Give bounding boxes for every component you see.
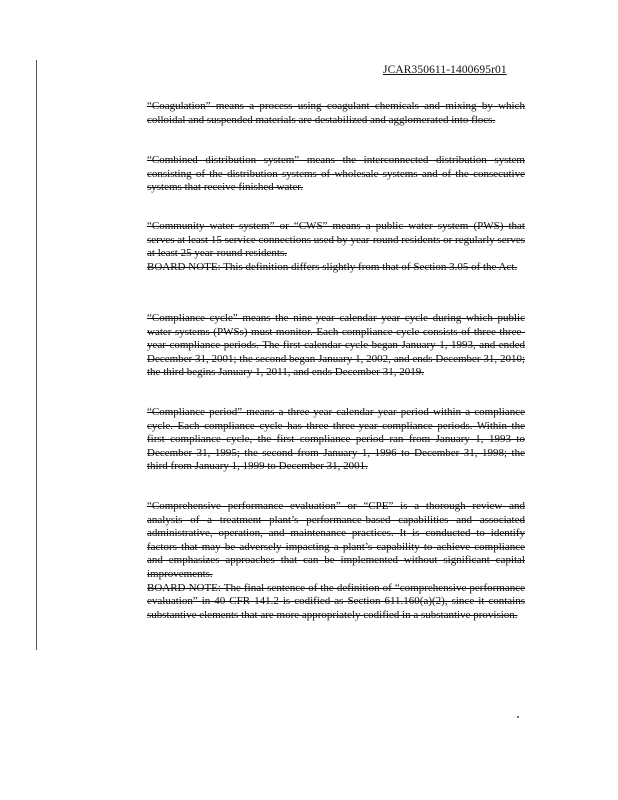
board-note [147,261,525,275]
definition-community-water-system [147,220,525,274]
definition-compliance-period [147,406,525,474]
definition-text: “Comprehensive performance evaluation” or “CPE” is a thorough review and analysis of a treatment plant’s performance-based capabilities and associated administrative, operation, and maintenance practices. It is conducted to identify factors that may be adversely impacting a plant’s capability to achieve compliance and emphasizes approaches that can be implemented without significant capital improvements. [147,500,525,580]
definition-combined-distribution-system [147,154,525,195]
definition-text: “Combined distribution system” means the interconnected distribution system consisting of the distribution systems of wholesale systems and of the consecutive systems that receive finished water. [147,154,525,194]
definition-text: means a process using coagulant chemicals and mixing by which colloidal and suspended materials are destabilized and agglomerated into flocs. [147,100,525,126]
board-note-text: BOARD NOTE: The final sentence of the definition of “comprehensive performance evaluation” in 40 CFR 141.2 is codified as Section 611.160(a)(2), since it contains substantive elements that are more appropriately codified in a substantive provision. [147,581,525,621]
document-code: JCAR350611-1400695r01 [383,64,507,76]
scan-speck [517,716,519,718]
board-note-text: BOARD NOTE: This definition differs slightly from that of Section 3.05 of the Act. [147,260,518,273]
definition-coagulation [147,100,525,127]
definition-text: “Community water system” or “CWS” means a public water system (PWS) that serves at least 15 service connections used by year-round residents or regularly serves at least 25 year-round residents. [147,220,525,260]
left-margin-bar [36,60,37,650]
definition-compliance-cycle [147,312,525,380]
definition-comprehensive-performance-evaluation [147,500,525,622]
definition-text: “Coagulation” [147,100,216,112]
definition-text: “Compliance period” means a three-year calendar year period within a compliance cycle. Each compliance cycle has three three-year compliance periods. Within the first compliance cycle, the first compliance period ran from January 1, 1993 to December 31, 1995; the second from January 1, 1996 to December 31, 1998; the third from January 1, 1999 to December 31, 2001. [147,406,525,473]
definition-text: “Compliance cycle” means the nine-year calendar year cycle during which public water systems (PWSs) must monitor. Each compliance cycle consists of three three-year compliance periods. The first calendar cycle began January 1, 1993, and ended December 31, 2001; the second began January 1, 2002, and ends December 31, 2010; the third begins January 1, 2011, and ends December 31, 2019. [147,312,525,379]
board-note [147,582,525,623]
